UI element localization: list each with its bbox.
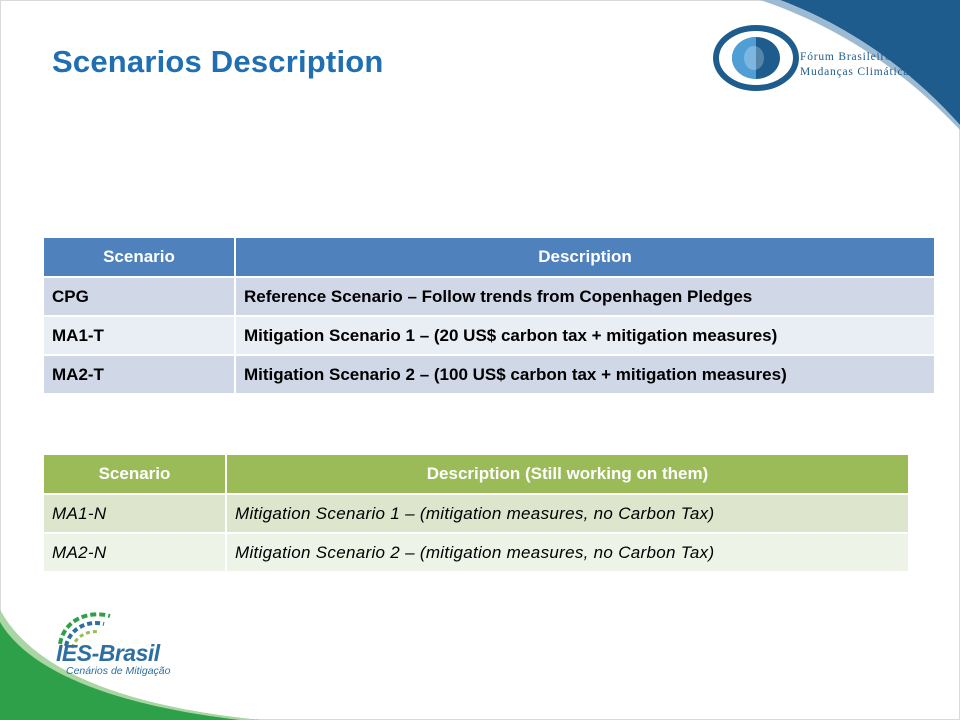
table-header-row (43, 454, 909, 494)
table-row (43, 316, 935, 355)
column-header-scenario: Scenario (43, 454, 226, 494)
scenario-code: CPG (43, 277, 235, 316)
page-title: Scenarios Description (52, 44, 384, 79)
column-header-description: Description (Still working on them) (226, 454, 909, 494)
scenario-code: MA2-T (43, 355, 235, 394)
table-row (43, 533, 909, 572)
column-header-scenario: Scenario (43, 237, 235, 277)
forum-logo-icon (710, 24, 810, 92)
table-row (43, 494, 909, 533)
scenario-code: MA2-N (43, 533, 226, 572)
scenario-description: Mitigation Scenario 2 – (100 US$ carbon tax + mitigation measures) (235, 355, 935, 394)
forum-logo-line1: Fórum Brasileiro de (800, 51, 908, 63)
scenario-table-primary (42, 236, 936, 395)
scenario-description: Mitigation Scenario 1 – (20 US$ carbon tax + mitigation measures) (235, 316, 935, 355)
table-row (43, 355, 935, 394)
scenario-description: Mitigation Scenario 1 – (mitigation measures, no Carbon Tax) (226, 494, 909, 533)
scenario-description: Reference Scenario – Follow trends from Copenhagen Pledges (235, 277, 935, 316)
forum-logo-line2: Mudanças Climáticas (800, 66, 915, 78)
ies-logo-subtitle: Cenários de Mitigação (66, 665, 171, 677)
forum-logo-text (800, 50, 915, 80)
scenario-code: MA1-N (43, 494, 226, 533)
scenario-description: Mitigation Scenario 2 – (mitigation measures, no Carbon Tax) (226, 533, 909, 572)
scenario-code: MA1-T (43, 316, 235, 355)
column-header-description: Description (235, 237, 935, 277)
table-row (43, 277, 935, 316)
scenario-table-secondary (42, 453, 910, 573)
ies-logo-name: IES-Brasil (56, 640, 160, 666)
table-header-row (43, 237, 935, 277)
